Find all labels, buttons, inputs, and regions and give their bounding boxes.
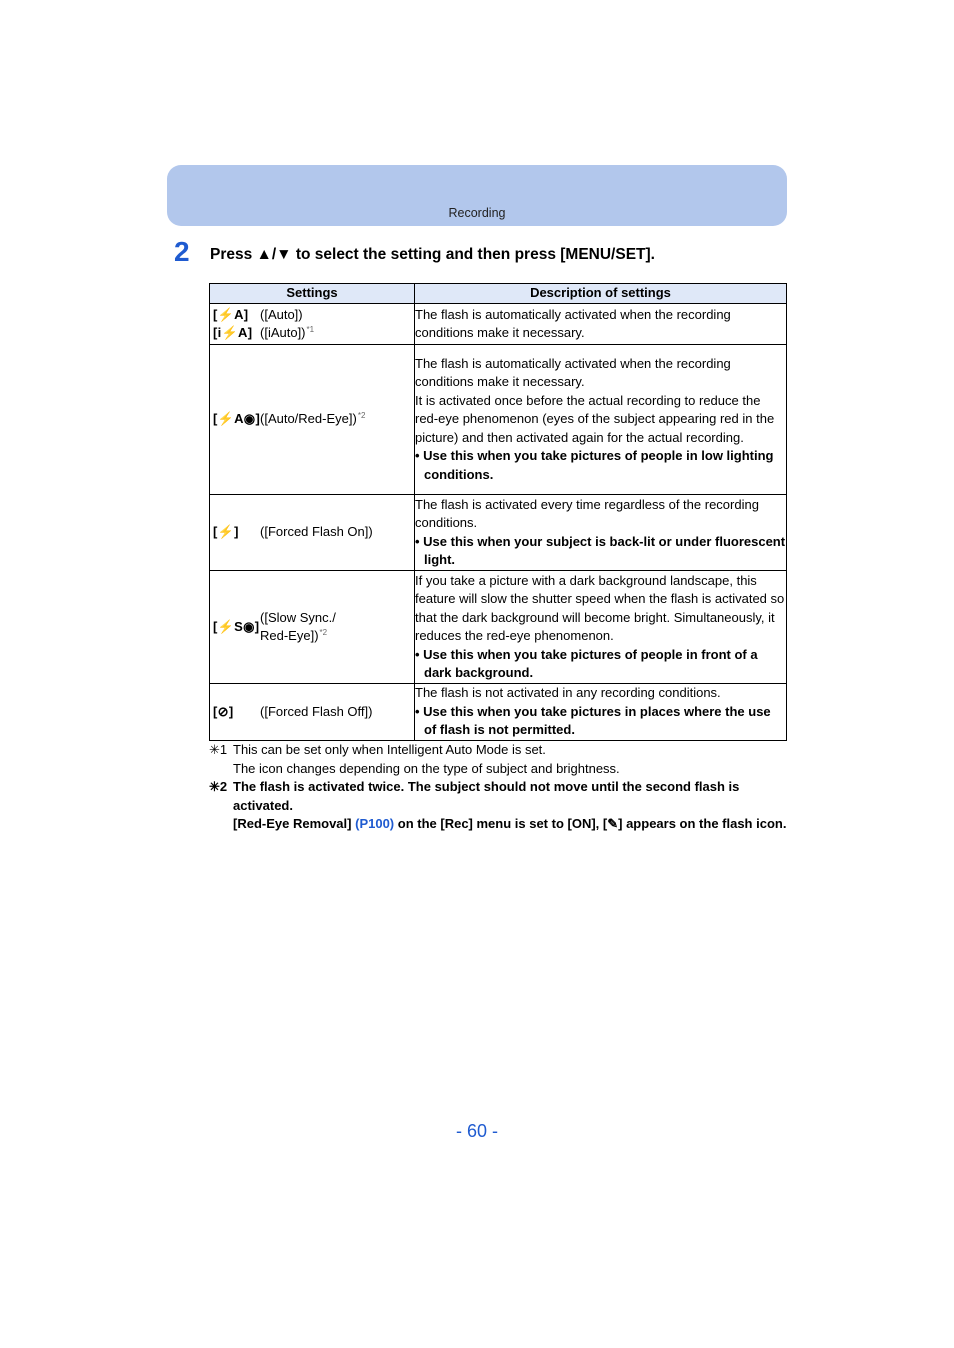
flash-auto-icon: [⚡A] (213, 306, 249, 322)
step-number: 2 (174, 236, 190, 267)
setting-name: ([Auto/Red-Eye]) (260, 411, 357, 427)
footnote-ref: *2 (319, 628, 328, 637)
tip-bullet: • Use this when your subject is back-lit or under fluorescent light. (415, 533, 786, 567)
flash-off-icon: [⊘] (213, 703, 234, 719)
flash-slow-sync-icon: [⚡S◉] (213, 618, 260, 634)
description-cell (415, 571, 787, 684)
footnote-1 (209, 741, 787, 778)
setting-cell (210, 304, 415, 345)
table-row (210, 345, 787, 495)
footnote-mark: ✳2 (209, 779, 228, 794)
description-text: The flash is not activated in any recording conditions. (415, 685, 721, 701)
tip-bullet: • Use this when you take pictures of people in front of a dark background. (415, 646, 758, 680)
section-header (167, 165, 787, 226)
red-eye-removal-icon: ✎ (607, 816, 619, 831)
tip-bullet: • Use this when you take pictures in places where the use of flash is not permitted. (415, 703, 771, 738)
description-text: The flash is automatically activated when the recording conditions make it necessary. (415, 306, 731, 340)
description-text: If you take a picture with a dark background landscape, this feature will slow the shutter speed when the flash is activated so that the dark background will become bright. Simultaneously, it reduces the red-eye phenomenon. (415, 572, 785, 643)
table-row (210, 571, 787, 684)
description-cell (415, 304, 787, 345)
footnote-text: [Red-Eye Removal] (233, 816, 352, 831)
page-number: - 60 - (455, 1121, 498, 1141)
description-text: It is activated once before the actual recording to reduce the red-eye phenomenon (eyes of the subject appearing red in the picture) and then activated again for the actual recording. (415, 392, 775, 445)
setting-cell (210, 345, 415, 495)
footnote-text: on the [Rec] menu is set to [ON], [ (397, 816, 608, 831)
setting-cell (210, 495, 415, 571)
column-header-settings: Settings (210, 284, 415, 304)
setting-cell (210, 571, 415, 684)
flash-settings-table (209, 283, 787, 741)
page-reference-link[interactable]: (P100) (355, 816, 395, 831)
footnote-text: The flash is activated twice. The subject should not move until the second flash is activated. (233, 779, 740, 813)
setting-cell (210, 684, 415, 741)
table-row (210, 684, 787, 741)
description-cell (415, 684, 787, 741)
setting-name: ([Forced Flash On]) (260, 524, 373, 540)
table-row (210, 304, 787, 345)
table-row (210, 495, 787, 571)
setting-name: ([Auto]) (260, 306, 303, 322)
section-title: Recording (448, 206, 506, 220)
footnote-ref: *1 (306, 325, 315, 334)
tip-bullet: • Use this when you take pictures of people in low lighting conditions. (415, 448, 774, 482)
footnotes (209, 741, 787, 834)
description-text: The flash is automatically activated when the recording conditions make it necessary. (415, 355, 731, 390)
flash-forced-on-icon: [⚡] (213, 524, 239, 540)
step-instruction: Press ▲/▼ to select the setting and then press [MENU/SET]. (210, 246, 655, 263)
column-header-description: Description of settings (415, 284, 787, 304)
description-text: The flash is activated every time regardless of the recording conditions. (415, 496, 759, 530)
flash-iauto-icon: [i⚡A] (213, 325, 253, 340)
footnote-ref: *2 (357, 411, 366, 421)
footnote-text: ] appears on the flash icon. (618, 816, 787, 831)
description-cell (415, 495, 787, 571)
footnote-text: The icon changes depending on the type of subject and brightness. (233, 760, 620, 776)
table-header-row (210, 284, 787, 304)
footnote-text: This can be set only when Intelligent Auto Mode is set. (233, 742, 546, 757)
flash-auto-red-eye-icon: [⚡A◉] (213, 411, 261, 427)
footnote-mark: ✳1 (209, 742, 228, 757)
setting-name: Red-Eye]) (260, 628, 319, 643)
setting-name: ([iAuto]) (260, 325, 306, 340)
setting-name: ([Forced Flash Off]) (260, 703, 373, 719)
footnote-2 (209, 778, 787, 834)
setting-name: ([Slow Sync./ (260, 609, 336, 625)
description-cell (415, 345, 787, 495)
